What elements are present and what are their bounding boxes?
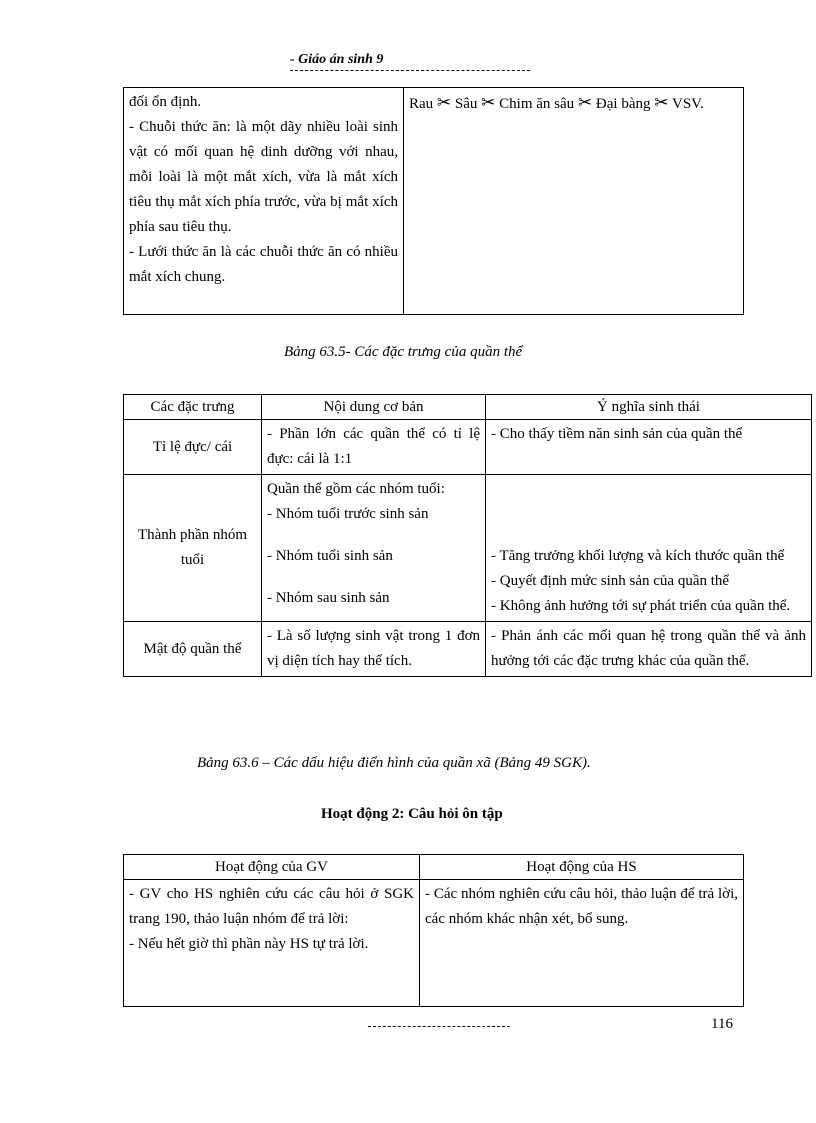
section-heading: Hoạt động 2: Câu hỏi ôn tập [321, 806, 503, 822]
review-activity-table [123, 854, 744, 1007]
column-header: Các đặc trưng [124, 395, 262, 420]
table-header-row [124, 395, 812, 420]
population-characteristics-table [123, 394, 812, 677]
activity-line: - GV cho HS nghiên cứu các câu hỏi ở SGK trang 190, thảo luận nhóm để trả lời: [129, 886, 414, 927]
row-content [262, 475, 486, 622]
row-content: - Là số lượng sinh vật trong 1 đơn vị diện tích hay thể tích. [262, 622, 486, 677]
table-header-row [124, 855, 744, 880]
table-row [124, 880, 744, 1007]
chain-item: Rau [409, 96, 434, 112]
table-row [124, 475, 812, 622]
meaning-item: - Quyết định mức sinh sản của quần thể [491, 573, 730, 589]
row-meaning: - Cho thấy tiềm năn sinh sản của quần thể [486, 420, 812, 475]
scissors-icon: ✂ [436, 93, 452, 112]
table-row [124, 622, 812, 677]
teacher-activity [124, 880, 420, 1007]
student-activity: - Các nhóm nghiên cứu câu hỏi, thảo luận để trả lời, các nhóm khác nhận xét, bổ sung. [420, 880, 744, 1007]
row-content: - Phần lớn các quần thể có tỉ lệ đực: cái là 1:1 [262, 420, 486, 475]
caption-table-63-5: Bảng 63.5- Các đặc trưng của quần thể [284, 344, 523, 360]
row-label: Mật độ quần thể [124, 622, 262, 677]
scissors-icon: ✂ [481, 93, 496, 112]
definition-line: - Chuỗi thức ăn: là một dãy nhiều loài sinh vật có mối quan hệ dinh dưỡng với nhau, mỗi loài là một mắt xích, vừa là mắt xích tiêu thụ mắt xích phía trước, vừa bị mắt xích phía sau tiêu thụ. [129, 119, 398, 235]
scissors-icon: ✂ [577, 93, 593, 112]
content-intro: Quần thể gồm các nhóm tuổi: [267, 481, 445, 497]
table-row [124, 88, 744, 315]
chain-item: Sâu [454, 96, 478, 112]
definition-line: - Lưới thức ăn là các chuỗi thức ăn có nhiều mắt xích chung. [129, 244, 398, 285]
footer-divider [368, 1026, 510, 1027]
content-item: - Nhóm sau sinh sản [267, 590, 390, 606]
column-header: Nội dung cơ bản [262, 395, 486, 420]
definition-line: đối ổn định. [129, 94, 202, 110]
food-chain-table [123, 87, 744, 315]
chain-item: VSV. [671, 96, 704, 112]
food-chain-example [404, 88, 744, 315]
row-label: Tỉ lệ đực/ cái [124, 420, 262, 475]
content-item: - Nhóm tuổi sinh sản [267, 548, 393, 564]
row-meaning [486, 475, 812, 622]
scissors-icon: ✂ [654, 93, 669, 112]
row-label: Thành phần nhóm tuổi [124, 475, 262, 622]
meaning-item: - Tăng trưởng khối lượng và kích thước quần thể [491, 548, 785, 564]
column-header: Hoạt động của HS [420, 855, 744, 880]
page-number: 116 [711, 1016, 733, 1032]
chain-item: Đại bàng [595, 96, 651, 112]
table-row [124, 420, 812, 475]
header-divider [290, 70, 530, 71]
activity-line: - Nếu hết giờ thì phần này HS tự trả lời. [129, 936, 369, 952]
column-header: Ý nghĩa sinh thái [486, 395, 812, 420]
row-meaning: - Phản ánh các mối quan hệ trong quần thể và ảnh hưởng tới các đặc trưng khác của quần thể. [486, 622, 812, 677]
chain-item: Chim ăn sâu [499, 96, 575, 112]
column-header: Hoạt động của GV [124, 855, 420, 880]
content-item: - Nhóm tuổi trước sinh sản [267, 506, 429, 522]
caption-table-63-6: Bảng 63.6 – Các dấu hiệu điển hình của quần xã (Bảng 49 SGK). [197, 755, 591, 771]
food-chain-definitions [124, 88, 404, 315]
page-header-title: - Giáo án sinh 9 [290, 52, 384, 67]
meaning-item: - Không ảnh hưởng tới sự phát triển của quần thể. [491, 598, 791, 614]
